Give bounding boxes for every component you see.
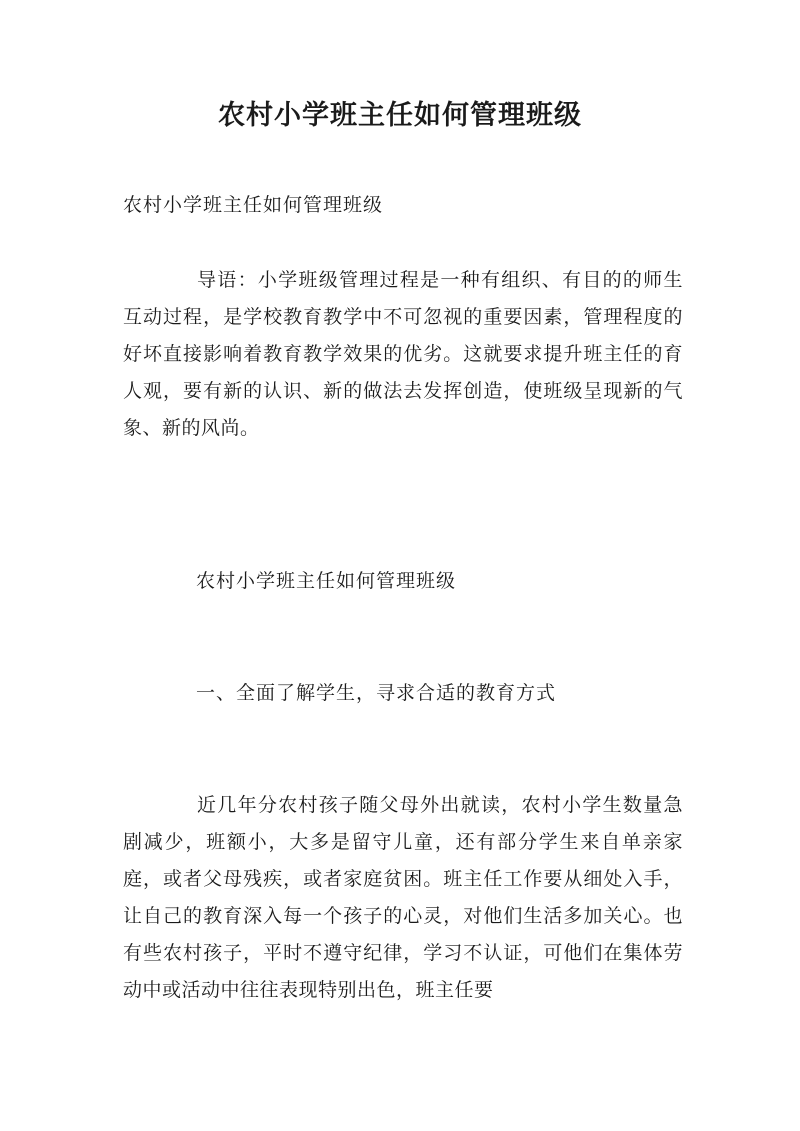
document-subtitle: 农村小学班主任如何管理班级 [123, 194, 384, 216]
document-title: 农村小学班主任如何管理班级 [218, 100, 582, 131]
intro-paragraph: 导语：小学班级管理过程是一种有组织、有目的的师生互动过程，是学校教育教学中不可忽视的重要因素，管理程度的好坏直接影响着教育教学效果的优劣。这就要求提升班主任的育人观，要有新的认识、新的做法去发挥创造，使班级呈现新的气象、新的风尚。 [123, 269, 683, 439]
section-1-heading: 一、全面了解学生，寻求合适的教育方式 [196, 682, 557, 704]
section-title: 农村小学班主任如何管理班级 [196, 570, 457, 592]
section-1-paragraph: 近几年分农村孩子随父母外出就读，农村小学生数量急剧减少，班额小，大多是留守儿童，还有部分学生来自单亲家庭，或者父母残疾，或者家庭贫困。班主任工作要从细处入手，让自己的教育深入每一个孩子的心灵，对他们生活多加关心。也有些农村孩子，平时不遵守纪律，学习不认证，可他们在集体劳动中或活动中往往表现特别出色，班主任要 [123, 794, 683, 1001]
